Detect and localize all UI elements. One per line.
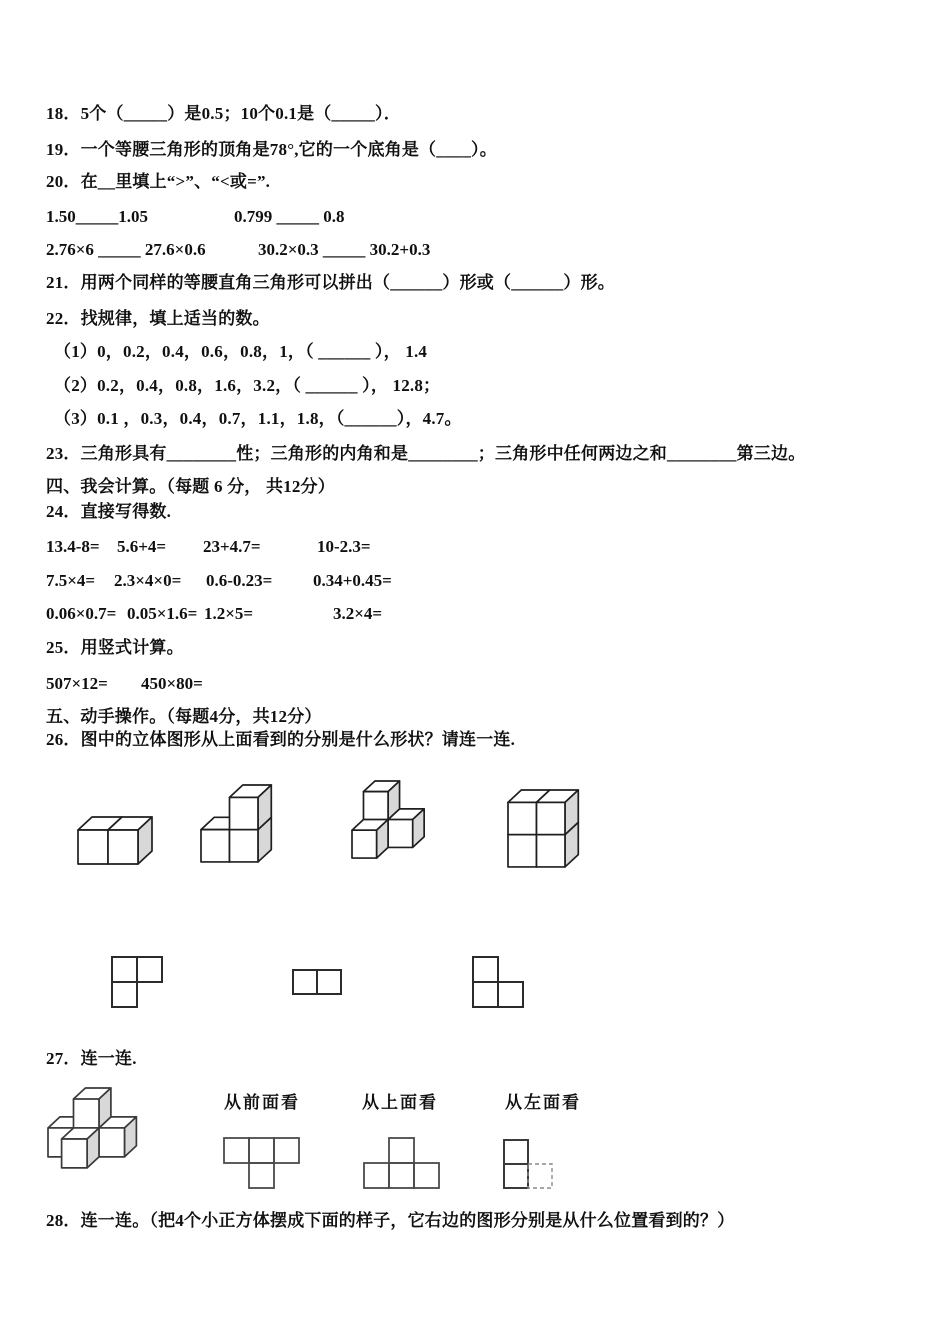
- q26-solid-figure-1: [76, 815, 154, 866]
- q27-label-front-view: 从前面看: [224, 1093, 300, 1112]
- q20-compare-2a: 2.76×6 _____ 27.6×0.6: [46, 240, 206, 259]
- section-4-title: 四、我会计算。（每题 6 分， 共12分）: [46, 477, 335, 496]
- question-24: 24．直接写得数.: [46, 502, 172, 521]
- question-22: 22．找规律，填上适当的数。: [46, 309, 270, 328]
- q20-compare-1b: 0.799 _____ 0.8: [234, 207, 345, 226]
- question-25: 25．用竖式计算。: [46, 638, 184, 657]
- q24-r1c4: 10-2.3=: [317, 537, 371, 556]
- q26-flat-shape-l-tromino: [110, 955, 166, 1011]
- question-18: 18．5个（_____）是0.5；10个0.1是（_____）．: [46, 104, 401, 123]
- question-23: 23．三角形具有________性；三角形的内角和是________；三角形中任何两边之和________第三边。: [46, 444, 806, 463]
- q26-solid-figure-2: [199, 783, 273, 864]
- q24-r3c2: 0.05×1.6=: [127, 604, 198, 623]
- q24-r3c4: 3.2×4=: [333, 604, 383, 623]
- q27-left-view-shape: [502, 1138, 555, 1191]
- q24-r2c1: 7.5×4=: [46, 571, 96, 590]
- question-28: 28．连一连。（把4个小正方体摆成下面的样子，它右边的图形分别是从什么位置看到的？）: [46, 1211, 735, 1230]
- question-26: 26．图中的立体图形从上面看到的分别是什么形状？请连一连.: [46, 730, 516, 749]
- question-27: 27．连一连.: [46, 1049, 137, 1068]
- q27-top-view-shape: [362, 1136, 441, 1190]
- question-20: 20．在__里填上“>”、“<或=”.: [46, 172, 271, 191]
- q22-item-1: （1）0，0.2，0.4，0.6，0.8，1，（ ______ ）， 1.4: [54, 342, 428, 361]
- q24-r1c2: 5.6+4=: [117, 537, 167, 556]
- q26-solid-figure-4: [506, 788, 580, 869]
- q24-r3c3: 1.2×5=: [204, 604, 254, 623]
- q27-label-left-view: 从左面看: [505, 1093, 581, 1112]
- q22-item-3: （3）0.1 ，0.3，0.4，0.7，1.1，1.8，（______），4.7。: [54, 409, 462, 428]
- q24-r3c1: 0.06×0.7=: [46, 604, 117, 623]
- q25-c1: 507×12=: [46, 674, 108, 693]
- q27-label-top-view: 从上面看: [362, 1093, 438, 1112]
- q24-r2c4: 0.34+0.45=: [313, 571, 392, 590]
- q24-r2c3: 0.6-0.23=: [206, 571, 273, 590]
- question-19: 19．一个等腰三角形的顶角是78°,它的一个底角是（____）。: [46, 140, 497, 159]
- question-21: 21．用两个同样的等腰直角三角形可以拼出（______）形或（______）形。: [46, 273, 615, 292]
- q20-compare-2b: 30.2×0.3 _____ 30.2+0.3: [258, 240, 431, 259]
- q26-flat-shape-s-tromino: [471, 955, 527, 1011]
- q26-solid-figure-3: [350, 779, 426, 860]
- q24-r2c2: 2.3×4×0=: [114, 571, 182, 590]
- q20-compare-1a: 1.50_____1.05: [46, 207, 148, 226]
- q24-r1c3: 23+4.7=: [203, 537, 261, 556]
- q26-flat-shape-domino: [291, 968, 344, 997]
- q22-item-2: （2）0.2，0.4，0.8，1.6，3.2，（ ______ ）， 12.8；: [54, 376, 441, 395]
- q27-solid-figure: [46, 1086, 138, 1170]
- section-5-title: 五、动手操作。（每题4分，共12分）: [46, 707, 322, 726]
- q24-r1c1: 13.4-8=: [46, 537, 100, 556]
- q25-c2: 450×80=: [141, 674, 203, 693]
- q27-front-view-shape: [222, 1136, 301, 1190]
